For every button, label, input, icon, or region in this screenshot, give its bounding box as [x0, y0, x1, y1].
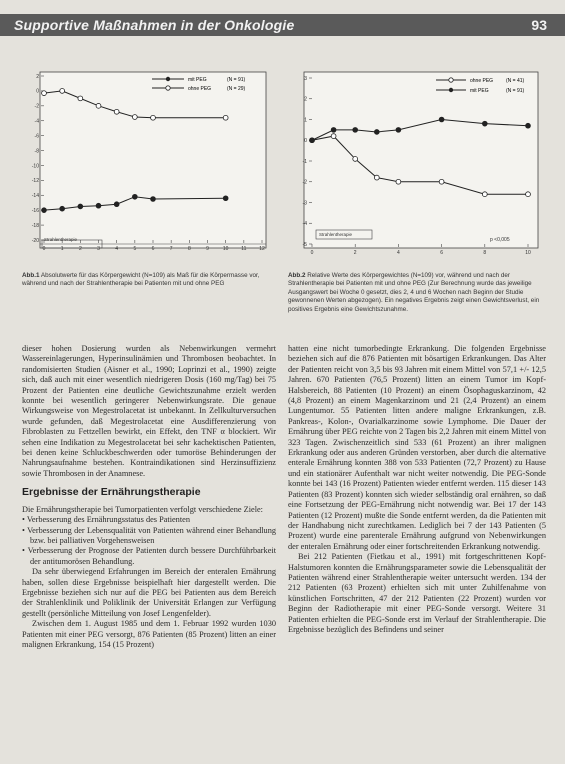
y-tick-label: -2: [34, 103, 39, 110]
body-paragraph: dieser hohen Dosierung wurden als Nebenwirkungen vermehrt Wassereinlagerungen, Hyperinsulinämien und Thrombosen beobachtet. In randomisierten Studien (Aisner et al., 1990; Loprinzi et al., 1990) zeigte sich, daß auch mit einer wesentlich niedrigeren Dosis (160 mg/Tag) bei 75 Prozent der Patienten eine deutliche Gewichtszunahme erzielt werden konnte bei wesentlich geringerer Nebenwirkungsrate. Die genaue Wirkungsweise von Megestrolacetat ist unbekannt. In Zellkulturversuchen wurde gefunden, daß Megestrolacetat eine Ausdifferenzierung von Fibroblasten zu Fettzellen bewirkt, ein Effekt, den TNF α blockiert. Wir sehen eine Indikation zu Megestrolacetat bei sehr kachektischen Patienten, bei denen keine Schluckbeschwerden oder tumoröse Behinderungen der Nahrungsaufnahme bestehen. Kontraindikationen sind Herzinsuffizienz sowie Thrombosen in der Anamnese.: [22, 344, 276, 478]
x-tick-label: 9: [206, 246, 209, 252]
x-tick-label: 8: [187, 246, 191, 252]
significance-note: p <0,005: [490, 237, 510, 243]
y-tick-label: -14: [31, 193, 39, 200]
header-title: Supportive Maßnahmen in der Onkologie: [14, 17, 295, 33]
y-tick-label: 2: [304, 96, 307, 103]
legend-marker-mit-peg: [449, 88, 453, 92]
section-heading: Ergebnisse der Ernährungstherapie: [22, 486, 201, 499]
data-point: [439, 117, 444, 122]
legend-marker-ohne-peg: [166, 86, 170, 90]
data-point: [114, 109, 119, 114]
y-tick-label: 0: [304, 138, 307, 145]
legend-n-ohne-peg: (N = 29): [227, 86, 246, 92]
data-point: [132, 115, 137, 120]
y-tick-label: 3: [304, 75, 307, 82]
legend-n-mit-peg: (N = 91): [227, 77, 246, 83]
data-point: [526, 123, 531, 128]
y-tick-label: -18: [31, 222, 39, 229]
y-tick-label: -1: [302, 158, 307, 165]
y-tick-label: -10: [31, 163, 39, 170]
legend-label-mit-peg: mit PEG: [470, 88, 489, 94]
data-point: [526, 192, 531, 197]
legend-label-ohne-peg: ohne PEG: [470, 78, 494, 84]
legend-marker-mit-peg: [166, 77, 170, 81]
x-tick-label: 11: [241, 246, 247, 252]
data-point: [223, 115, 228, 120]
data-point: [96, 103, 101, 108]
y-tick-label: -12: [31, 178, 39, 185]
x-tick-label: 0: [310, 250, 314, 256]
legend-n-mit-peg: (N = 91): [506, 88, 525, 94]
figure-1-svg: [22, 66, 272, 266]
figure-1-caption-text: Absolutwerte für das Körpergewicht (N=109) als Maß für die Körpermasse vor, während und nach der Strahlentherapie bei Patienten mit und ohne PEG: [22, 272, 260, 288]
figure-2-chart: [288, 66, 546, 266]
x-tick-label: 6: [151, 246, 155, 252]
x-tick-label: 10: [525, 250, 531, 256]
figure-1-caption-label: Abb.1: [22, 272, 40, 279]
x-tick-label: 7: [169, 246, 173, 252]
data-point: [482, 192, 487, 197]
plot-frame: [40, 72, 266, 248]
data-point: [374, 130, 379, 135]
page-number: 93: [531, 17, 547, 33]
figure-2-caption-label: Abb.2: [288, 272, 306, 279]
data-point: [353, 127, 358, 132]
data-point: [331, 134, 336, 139]
x-tick-label: 2: [353, 250, 357, 256]
data-point: [60, 89, 65, 94]
x-tick-label: 10: [222, 246, 229, 252]
body-paragraph: Die Ernährungstherapie bei Tumorpatienten verfolgt verschiedene Ziele:: [22, 504, 263, 514]
legend-label-ohne-peg: ohne PEG: [188, 86, 212, 92]
x-tick-label: 8: [483, 250, 487, 256]
y-tick-label: 2: [36, 73, 39, 80]
bullet-item: • Verbesserung der Prognose der Patienten durch bessere Durchführbarkeit der antitumorösen Behandlung.: [22, 546, 276, 566]
x-tick-label: 4: [115, 246, 119, 252]
data-point: [396, 179, 401, 184]
y-tick-label: -8: [34, 148, 39, 155]
data-point: [96, 203, 101, 208]
figure-1-caption: [22, 272, 274, 289]
y-tick-label: -4: [34, 118, 39, 125]
y-tick-label: -16: [31, 207, 39, 214]
plot-frame: [304, 72, 538, 248]
x-tick-label: 4: [397, 250, 400, 256]
data-point: [132, 194, 137, 199]
data-point: [78, 204, 83, 209]
figure-2-svg: [288, 66, 546, 266]
figure-2-caption-text: Relative Werte des Körpergewichtes (N=109) vor, während und nach der Strahlentherapie bei Patienten mit und ohne PEG (Zur Berechnung wurde das jeweilige Ausgangswert bei Woche 0 gesetzt, dies 2, 4 und 6 Wochen nach Beginn der Studie gewonnenen Werten abgezogen). Ein negatives Ergebnis zeigt einen Gewichtsverlust, ein positives Ergebnis eine Gewichtszunahme.: [288, 272, 540, 313]
data-point: [482, 121, 487, 126]
data-point: [42, 208, 47, 213]
x-tick-label: 0: [42, 246, 46, 252]
legend-label-mit-peg: mit PEG: [188, 77, 207, 83]
data-point: [223, 196, 228, 201]
y-tick-label: -4: [302, 221, 307, 228]
legend-marker-ohne-peg: [449, 78, 453, 82]
right-text-column: [288, 344, 546, 635]
y-tick-label: -3: [302, 200, 307, 207]
data-point: [331, 127, 336, 132]
data-point: [60, 206, 65, 211]
figure-2-caption: [288, 272, 546, 314]
x-tick-label: 1: [60, 246, 64, 252]
data-point: [114, 202, 119, 207]
running-header: [0, 14, 565, 36]
y-tick-label: -20: [31, 237, 39, 244]
x-tick-label: 3: [97, 246, 100, 252]
legend-n-ohne-peg: (N = 41): [506, 78, 525, 84]
y-tick-label: 1: [304, 117, 307, 124]
data-point: [353, 157, 358, 162]
body-paragraph: Bei 212 Patienten (Fietkau et al., 1991) mit fortgeschrittenen Kopf-Halstumoren konnten die Ernährungsparameter sowie die Lebensqualität der Patienten während einer Strahlentherapie weiter untersucht werden. 134 der 212 Patienten (63 Prozent) erhielten sich mit unter Zuhilfenahme von künstlichen Fortschritten, 47 der 212 Patienten (22 Prozent) wurden vor Beginn der Radiotherapie mit einer PEG-Sonde versorgt. Weitere 31 Patienten erhielten die PEG-Sonde erst im Verlauf der Strahlentherapie. Die Ergebnisse bezüglich des Befindens und seiner: [288, 552, 546, 634]
x-tick-label: 12: [259, 246, 265, 252]
data-point: [78, 96, 83, 101]
x-tick-label: 5: [133, 246, 137, 252]
y-tick-label: -6: [34, 133, 39, 140]
x-tick-label: 2: [78, 246, 82, 252]
y-tick-label: -2: [302, 179, 307, 186]
left-text-column: [22, 344, 276, 650]
y-tick-label: 0: [36, 88, 39, 95]
bullet-item: • Verbesserung der Lebensqualität von Patienten während einer Behandlung bzw. bei palliativen Vorgehensweisen: [22, 525, 276, 545]
data-point: [310, 138, 315, 143]
bullet-item: • Verbesserung des Ernährungsstatus des Patienten: [22, 515, 190, 525]
data-point: [151, 115, 156, 120]
y-tick-label: -5: [302, 241, 307, 248]
data-point: [396, 127, 401, 132]
data-point: [42, 91, 47, 96]
radiotherapy-box-label: Strahlentherapie: [319, 232, 353, 237]
figure-1-chart: [22, 66, 272, 266]
body-paragraph: hatten eine nicht tumorbedingte Erkrankung. Die folgenden Ergebnisse beziehen sich auf die 876 Patienten mit bösartigen Erkrankungen. Das Alter der Patienten reicht von 3,5 bis 93 Jahren mit einem Mittel von 57,1 +/- 12,5 Jahren. 670 Patienten (76,5 Prozent) litten an einem Tumor im Kopf-Halsbereich, 88 Patienten (10 Prozent) an einem Ösophaguskarzinom, 42 (4,8 Prozent) an einem Magenkarzinom und 21 (2,4 Prozent) an einem Lungentumor. 55 Patienten litten andere maligne Erkrankungen, z.B. Pankreas-, Kolon-, Ovarialkarzinome sowie Lymphome. Die Dauer der Ernährung über PEG reichte von 2 Tagen bis 2,2 Jahren mit einem Mittel von 323 Tagen. Zwischenzeitlich sind 533 (61 Prozent) an ihrer malignen Erkrankung oder aus anderen Gründen verstorben, aber durch die alternative enterale Ernährung konnten 388 von 533 Patienten (72,7 Prozent) zu Hause und ein stationärer Aufenthalt war nicht weiter notwendig. Die PEG-Sonde konnte bei 143 (16 Prozent) Patienten wieder entfernt werden. 115 dieser 143 Patienten (83 Prozent) konnten sich wieder selbständig oral ernähren, so daß eine Fortsetzung der PEG-Ernährung nicht notwendig war. Bei 17 der 143 Patienten (12 Prozent) mußte die Sonde entfernt werden, da die Patienten mit der Handhabung nicht zurechtkamen. Lediglich bei 7 der 143 Patienten (5 Prozent) wurde eine parenterale Ernährung aufgrund von Nebenwirkungen der enteralen Ernährung oder einer fortschreitenden Erkrankung notwendig.: [288, 344, 546, 551]
body-paragraph: Zwischen dem 1. August 1985 und dem 1. Februar 1992 wurden 1030 Patienten mit einer PEG versorgt, 876 Patienten (85 Prozent) litten an einer malignen Erkrankung, 154 (15 Prozent): [22, 619, 276, 649]
data-point: [439, 179, 444, 184]
radiotherapy-box-label: Strahlentherapie: [44, 237, 78, 242]
data-point: [374, 175, 379, 180]
body-paragraph: Da sehr überwiegend Erfahrungen im Bereich der enteralen Ernährung haben, sollen diese Ergebnisse beispielhaft hier dargestellt werden. Die Ergebnisse beziehen sich nur auf die PEG bei Patienten aus dem Bereich der Strahlenklinik und Poliklinik der Universität Erlangen zur Verfügung gestellt (persönliche Mitteilung von Josef Lengenfelder).: [22, 567, 276, 618]
data-point: [151, 197, 156, 202]
x-tick-label: 6: [440, 250, 443, 256]
